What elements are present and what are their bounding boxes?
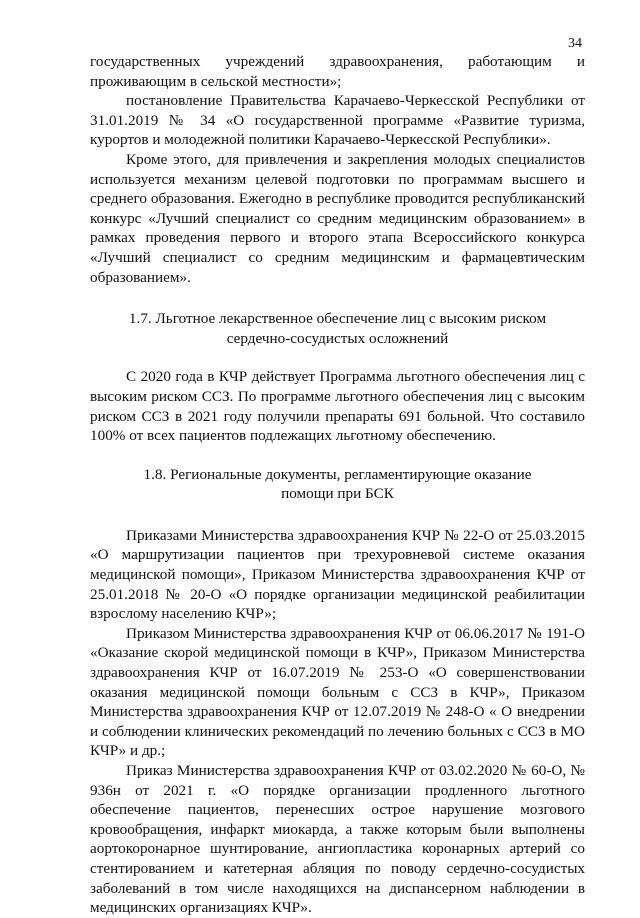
page-number: 34 [568,36,582,51]
section-heading-1-7-line2: сердечно-сосудистых осложнений [226,329,449,347]
paragraph-continuation: государственных учреждений здравоохранения, работающим и проживающим в сельской местности»; [90,53,585,90]
section-heading-1-7-line1: 1.7. Льготное лекарственное обеспечение лиц с высоким риском [128,310,547,328]
paragraph-orders-emergency: Приказом Министерства здравоохранения КЧР от 06.06.2017 № 191-О «Оказание скорой медицинской помощи в КЧР», Приказом Министерства здравоохранения КЧР от 16.07.2019 № 253-О «О совершенствовании оказания медицинской помощи больным с ССЗ в КЧР», Приказом Министерства здравоохранения КЧР от 12.07.2019 № 248-О « О внедрении и соблюдении клинических рекомендаций по лечению больных с ССЗ в МО КЧР» и др.; [90,624,585,760]
paragraph-young-specialists: Кроме этого, для привлечения и закрепления молодых специалистов используется механизм целевой подготовки по программам высшего и среднего образования. Ежегодно в республике проводится республиканский конкурс «Лучший специалист со средним медицинским образованием» в рамках проведения первого и второго этапа Всероссийского конкурса «Лучший специалист со средним медицинским и фармацевтическим образованием». [90,150,585,286]
paragraph-preferential-supply: С 2020 года в КЧР действует Программа льготного обеспечения лиц с высоким риском ССЗ. По программе льготного обеспечения лиц с высоким риском ССЗ в 2021 году получили препараты 691 больной. Что составило 100% от всех пациентов подлежащих льготному обеспечению. [90,368,585,445]
page-body [90,52,585,918]
paragraph-resolution: постановление Правительства Карачаево-Черкесской Республики от 31.01.2019 № 34 «О государственной программе «Развитие туризма, курортов и молодежной политики Карачаево-Черкесской Республики». [90,92,585,149]
paragraph-orders-routing: Приказами Министерства здравоохранения КЧР № 22-О от 25.03.2015 «О маршрутизации пациентов при трехуровневой системе оказания медицинской помощи», Приказом Министерства здравоохранения КЧР от 25.01.2018 № 20-О «О порядке организации медицинской реабилитации взрослому населению КЧР»; [90,526,585,623]
section-heading-1-8-line1: 1.8. Региональные документы, регламентирующие оказание [143,465,532,483]
paragraph-order-extended-supply: Приказ Министерства здравоохранения КЧР от 03.02.2020 № 60-О, № 936н от 2021 г. «О порядке организации продленного льготного обеспечение пациентов, перенесших острое нарушение мозгового кровообращения, инфаркт миокарда, а также которым были выполнены аортокоронарное шунтирование, ангиопластика коронарных артерий со стентированием и катетерная абляция по поводу сердечно-сосудистых заболеваний в том числе находящихся на диспансерном наблюдении в медицинских организациях КЧР». [90,762,585,917]
section-heading-1-8-line2: помощи при БСК [281,485,394,503]
